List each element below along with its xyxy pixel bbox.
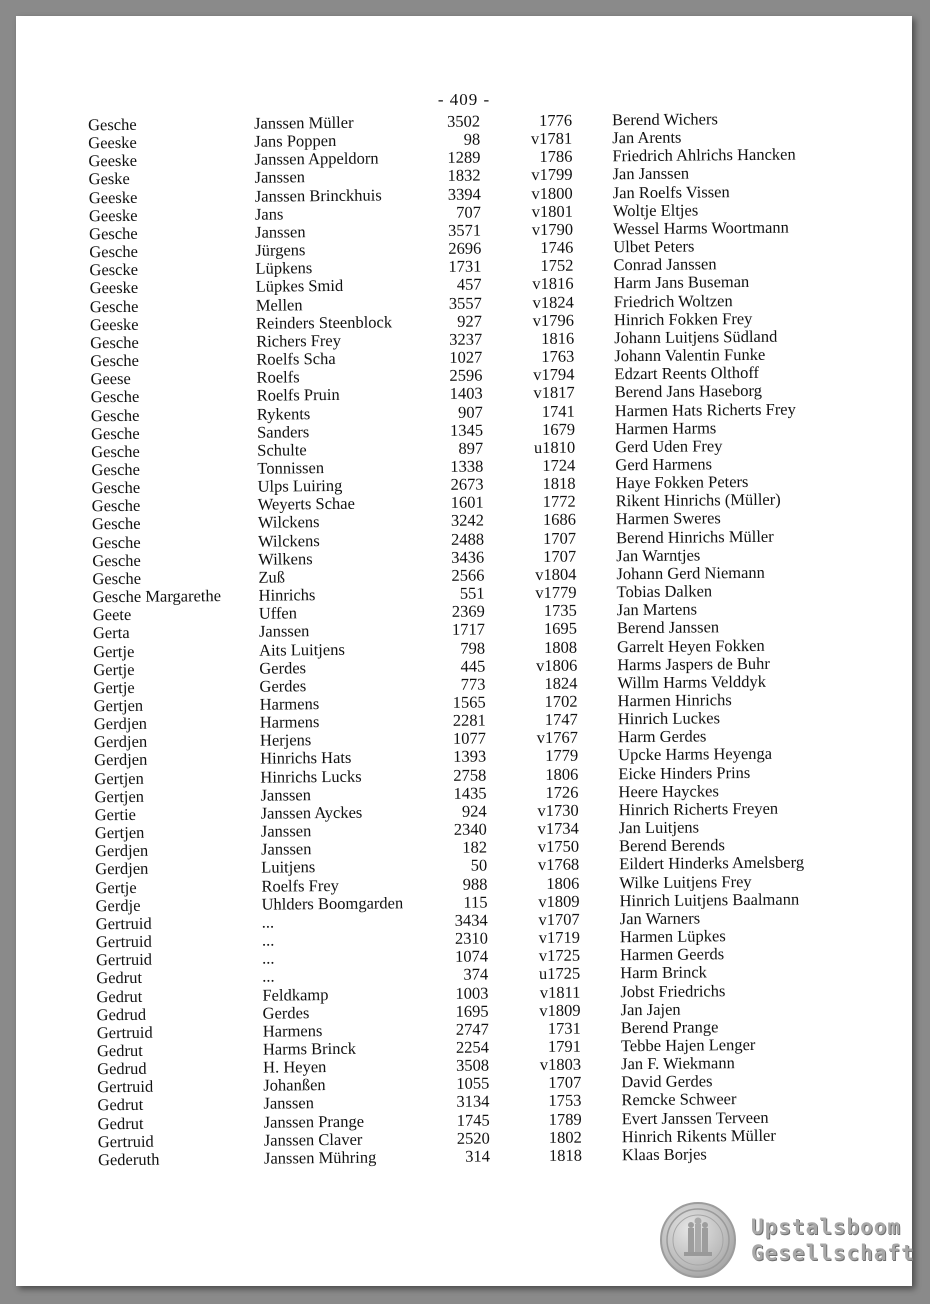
year-cell: 1802 xyxy=(548,1127,582,1147)
year-cell: v1790 xyxy=(531,219,574,239)
year-cell: 1772 xyxy=(542,491,576,512)
register-table xyxy=(16,108,922,1170)
number-cell: 2747 xyxy=(455,1019,489,1039)
first-name-cell: Gedrut xyxy=(96,986,143,1006)
surname-cell: Zuß xyxy=(258,567,286,587)
year-cell: u1810 xyxy=(533,437,576,457)
partner-cell: Harmen Hats Richerts Frey xyxy=(614,399,796,420)
first-name-cell: Gedrut xyxy=(97,1113,144,1133)
year-cell: 1753 xyxy=(548,1091,582,1111)
first-name-cell: Geeske xyxy=(88,151,138,171)
year-cell: v1730 xyxy=(537,800,579,820)
partner-cell: Woltje Eltjes xyxy=(612,200,699,221)
first-name-cell: Gesche xyxy=(92,568,142,589)
number-cell: 1832 xyxy=(447,166,481,186)
surname-cell: Janssen Prange xyxy=(263,1111,365,1132)
first-name-cell: Gesche xyxy=(91,441,140,462)
partner-cell: Hinrich Rikents Müller xyxy=(621,1125,776,1146)
surname-cell: Luitjens xyxy=(261,857,316,878)
surname-cell: Wilckens xyxy=(257,512,320,533)
year-cell: u1725 xyxy=(538,963,581,984)
number-cell: 2281 xyxy=(452,710,486,730)
first-name-cell: Gesche xyxy=(91,459,141,480)
first-name-cell: Gesche xyxy=(87,114,137,135)
partner-cell: Harmen Sweres xyxy=(615,508,721,529)
surname-cell: Roelfs Frey xyxy=(261,875,339,896)
surname-cell: Aits Luitjens xyxy=(259,639,345,660)
page-number: - 409 - xyxy=(437,90,491,109)
surname-cell: Wilckens xyxy=(257,530,320,551)
partner-cell: Tebbe Hajen Lenger xyxy=(620,1034,756,1056)
partner-cell: Wessel Harms Woortmann xyxy=(613,217,789,239)
year-cell: 1752 xyxy=(540,255,574,276)
number-cell: 2696 xyxy=(448,238,482,258)
first-name-cell: Gerta xyxy=(92,623,130,643)
number-cell: 924 xyxy=(461,801,487,821)
partner-cell: Heere Hayckes xyxy=(618,781,719,802)
partner-cell: Remcke Schweer xyxy=(621,1089,737,1110)
year-cell: 1735 xyxy=(543,600,577,621)
year-cell: v1809 xyxy=(538,891,580,911)
year-cell: 1816 xyxy=(541,328,575,348)
first-name-cell: Gertje xyxy=(93,677,135,698)
surname-cell: Harmens xyxy=(259,694,320,714)
partner-cell: Johann Valentin Funke xyxy=(614,344,766,366)
surname-cell: Roelfs Scha xyxy=(256,348,336,369)
number-cell: 1403 xyxy=(449,383,483,404)
surname-cell: ... xyxy=(261,930,275,950)
partner-cell: Ulbet Peters xyxy=(613,236,695,257)
partner-cell: Jobst Friedrichs xyxy=(620,980,726,1001)
surname-cell: Weyerts Schae xyxy=(257,494,355,514)
partner-cell: David Gerdes xyxy=(621,1071,713,1092)
surname-cell: H. Heyen xyxy=(263,1057,327,1077)
surname-cell: Janssen Brinckhuis xyxy=(254,185,382,206)
first-name-cell: Geeske xyxy=(89,314,139,335)
first-name-cell: Gerdjen xyxy=(94,750,148,770)
year-cell: 1679 xyxy=(541,419,576,439)
number-cell: 182 xyxy=(462,837,488,857)
partner-cell: Hinrich Richerts Freyen xyxy=(618,798,779,820)
partner-cell: Berend Janssen xyxy=(616,617,720,638)
number-cell: 1695 xyxy=(455,1001,489,1021)
surname-cell: Janssen Müller xyxy=(253,112,354,133)
surname-cell: Janssen Ayckes xyxy=(260,802,363,823)
partner-cell: Eicke Hinders Prins xyxy=(618,762,751,783)
number-cell: 3394 xyxy=(447,184,481,204)
number-cell: 1074 xyxy=(454,946,489,967)
surname-cell: Harmens xyxy=(259,712,320,732)
partner-cell: Jan Luitjens xyxy=(618,817,700,838)
number-cell: 1345 xyxy=(449,420,484,440)
number-cell: 314 xyxy=(465,1146,491,1166)
partner-cell: Berend Prange xyxy=(620,1017,719,1038)
year-cell: 1741 xyxy=(541,401,575,421)
year-cell: v1806 xyxy=(535,655,578,675)
surname-cell: Lüpkes Smid xyxy=(255,276,344,297)
surname-cell: Feldkamp xyxy=(262,984,329,1005)
year-cell: 1731 xyxy=(547,1018,581,1038)
first-name-cell: Gescke xyxy=(89,260,139,280)
partner-cell: Harm Brinck xyxy=(620,962,707,983)
surname-cell: Janssen Appeldorn xyxy=(254,148,379,170)
partner-cell: Harmen Hinrichs xyxy=(617,690,732,711)
first-name-cell: Gesche xyxy=(91,532,141,552)
year-cell: v1779 xyxy=(535,582,577,603)
partner-cell: Harmen Geerds xyxy=(619,944,725,965)
first-name-cell: Gesche xyxy=(91,477,141,498)
partner-cell: Jan Janssen xyxy=(612,164,690,184)
number-cell: 897 xyxy=(458,438,484,458)
first-name-cell: Gertjen xyxy=(94,786,145,807)
surname-cell: Wilkens xyxy=(258,548,313,569)
surname-cell: Hinrichs Hats xyxy=(260,748,352,769)
number-cell: 1289 xyxy=(447,147,481,168)
partner-cell: Berend Berends xyxy=(618,835,725,856)
year-cell: 1702 xyxy=(544,691,578,711)
first-name-cell: Geeske xyxy=(88,187,138,207)
surname-cell: Janssen xyxy=(260,821,312,841)
year-cell: 1763 xyxy=(541,346,575,366)
year-cell: v1734 xyxy=(537,818,579,839)
partner-cell: Jan F. Wiekmann xyxy=(621,1053,735,1074)
first-name-cell: Gertie xyxy=(94,804,137,825)
partner-cell: Klaas Borjes xyxy=(621,1144,707,1165)
number-cell: 1003 xyxy=(455,983,489,1003)
partner-cell: Tobias Dalken xyxy=(616,581,713,602)
number-cell: 3557 xyxy=(448,293,482,313)
first-name-cell: Geese xyxy=(90,369,131,389)
number-cell: 2310 xyxy=(454,928,488,948)
surname-cell: Gerdes xyxy=(259,676,307,696)
partner-cell: Berend Wichers xyxy=(611,109,718,130)
partner-cell: Friedrich Woltzen xyxy=(613,290,733,311)
number-cell: 445 xyxy=(460,656,486,676)
first-name-cell: Gesche xyxy=(92,550,141,571)
year-cell: 1726 xyxy=(545,782,579,802)
first-name-cell: Gerdjen xyxy=(94,841,149,861)
surname-cell: Rykents xyxy=(256,403,311,424)
number-cell: 2488 xyxy=(450,529,485,549)
surname-cell: Jürgens xyxy=(255,240,306,260)
number-cell: 3502 xyxy=(446,111,481,131)
number-cell: 2673 xyxy=(450,474,484,494)
partner-cell: Jan Martens xyxy=(616,599,698,620)
number-cell: 1435 xyxy=(453,783,487,803)
number-cell: 927 xyxy=(457,311,483,331)
logo-title: Upstalsboom xyxy=(751,1215,902,1239)
surname-cell: Hinrichs xyxy=(258,585,316,605)
first-name-cell: Gertruid xyxy=(96,949,153,970)
partner-cell: Jan Jajen xyxy=(620,999,681,1019)
partner-cell: Upcke Harms Heyenga xyxy=(618,744,773,765)
surname-cell: Uffen xyxy=(258,603,298,623)
year-cell: 1779 xyxy=(545,746,579,766)
partner-cell: Jan Warntjes xyxy=(616,545,701,566)
number-cell: 3134 xyxy=(456,1091,490,1112)
year-cell: 1746 xyxy=(540,237,574,258)
number-cell: 2596 xyxy=(449,365,483,386)
year-cell: 1806 xyxy=(546,873,580,893)
year-cell: v1794 xyxy=(533,364,575,385)
number-cell: 2566 xyxy=(451,565,485,585)
first-name-cell: Gertjen xyxy=(94,768,144,788)
year-cell: v1781 xyxy=(530,128,573,149)
surname-cell: Mellen xyxy=(255,294,303,315)
year-cell: v1750 xyxy=(537,836,580,857)
first-name-cell: Gerdje xyxy=(95,895,141,915)
partner-cell: Edzart Reents Olthoff xyxy=(614,363,760,384)
year-cell: 1747 xyxy=(544,709,578,730)
number-cell: 3436 xyxy=(451,547,485,567)
first-name-cell: Gedrud xyxy=(96,1004,147,1024)
surname-cell: Janssen Mühring xyxy=(263,1147,377,1168)
surname-cell: ... xyxy=(261,912,275,932)
number-cell: 50 xyxy=(470,855,488,876)
year-cell: 1707 xyxy=(542,528,577,548)
number-cell: 1731 xyxy=(448,256,482,277)
partner-cell: Harms Jaspers de Buhr xyxy=(617,653,770,674)
surname-cell: Jans xyxy=(254,204,284,224)
partner-cell: Harmen Lüpkes xyxy=(619,926,726,947)
partner-cell: Evert Janssen Terveen xyxy=(621,1107,769,1128)
number-cell: 98 xyxy=(463,129,481,149)
number-cell: 3571 xyxy=(448,220,482,240)
surname-cell: Gerdes xyxy=(262,1002,310,1023)
number-cell: 3237 xyxy=(449,329,483,349)
surname-cell: Hinrichs Lucks xyxy=(260,766,362,787)
number-cell: 2254 xyxy=(455,1037,490,1057)
surname-cell: Roelfs xyxy=(256,367,300,387)
first-name-cell: Gerdjen xyxy=(93,713,148,734)
first-name-cell: Gesche xyxy=(91,514,141,534)
partner-cell: Johann Gerd Niemann xyxy=(616,562,765,584)
number-cell: 1338 xyxy=(450,456,484,476)
first-name-cell: Geeske xyxy=(88,132,137,153)
surname-cell: ... xyxy=(262,966,275,987)
number-cell: 3434 xyxy=(454,910,488,930)
first-name-cell: Gesche Margarethe xyxy=(92,586,222,607)
partner-cell: Wilke Luitjens Frey xyxy=(619,871,752,892)
surname-cell: Janssen xyxy=(258,621,310,642)
surname-cell: Janssen xyxy=(260,784,312,805)
number-cell: 1745 xyxy=(456,1110,490,1130)
year-cell: v1800 xyxy=(531,183,573,203)
partner-cell: Willm Harms Velddyk xyxy=(617,671,766,693)
surname-cell: Herjens xyxy=(259,730,312,750)
number-cell: 2758 xyxy=(453,765,487,785)
year-cell: v1767 xyxy=(536,727,579,748)
partner-cell: Friedrich Ahlrichs Hancken xyxy=(612,144,796,166)
year-cell: 1695 xyxy=(543,619,578,639)
year-cell: 1707 xyxy=(543,546,577,566)
number-cell: 3242 xyxy=(450,510,484,531)
year-cell: 1686 xyxy=(542,510,576,530)
year-cell: 1808 xyxy=(544,637,578,657)
number-cell: 2520 xyxy=(456,1128,490,1148)
first-name-cell: Gedrut xyxy=(96,968,143,988)
year-cell: 1724 xyxy=(542,455,576,475)
surname-cell: Janssen xyxy=(254,167,306,188)
surname-cell: Janssen xyxy=(263,1093,314,1114)
first-name-cell: Gertjen xyxy=(94,822,145,843)
society-seal-icon xyxy=(660,1202,736,1278)
year-cell: 1818 xyxy=(542,473,576,494)
year-cell: v1811 xyxy=(539,982,581,1002)
number-cell: 988 xyxy=(462,874,488,894)
year-cell: v1803 xyxy=(539,1054,582,1075)
surname-cell: Harmens xyxy=(262,1020,323,1041)
number-cell: 773 xyxy=(460,674,486,694)
partner-cell: Rikent Hinrichs (Müller) xyxy=(615,489,781,511)
surname-cell: Janssen xyxy=(260,839,312,859)
first-name-cell: Gesche xyxy=(90,423,140,443)
first-name-cell: Gertruid xyxy=(97,1077,154,1097)
surname-cell: Sanders xyxy=(256,421,310,442)
partner-cell: Berend Hinrichs Müller xyxy=(615,526,774,547)
year-cell: 1707 xyxy=(548,1072,582,1093)
number-cell: 1055 xyxy=(456,1073,490,1094)
surname-cell: Ulps Luiring xyxy=(257,476,343,496)
surname-cell: Harms Brinck xyxy=(262,1038,357,1059)
year-cell: 1789 xyxy=(548,1109,582,1129)
partner-cell: Eildert Hinderks Amelsberg xyxy=(619,852,805,874)
first-name-cell: Gerdjen xyxy=(93,732,148,752)
year-cell: v1804 xyxy=(535,564,577,584)
partner-cell: Berend Jans Haseborg xyxy=(614,381,763,402)
first-name-cell: Gesche xyxy=(91,496,141,516)
first-name-cell: Gesche xyxy=(90,405,140,425)
partner-cell: Harm Jans Buseman xyxy=(613,272,750,293)
first-name-cell: Gesche xyxy=(90,387,140,407)
number-cell: 707 xyxy=(456,202,482,222)
partner-cell: Johann Luitjens Südland xyxy=(614,326,778,348)
first-name-cell: Gesche xyxy=(89,241,138,262)
first-name-cell: Gesche xyxy=(90,350,139,371)
partner-cell: Hinrich Fokken Frey xyxy=(613,308,753,329)
number-cell: 551 xyxy=(459,583,485,603)
surname-cell: Janssen Claver xyxy=(263,1129,363,1150)
year-cell: v1707 xyxy=(538,909,580,929)
number-cell: 457 xyxy=(456,274,482,295)
number-cell: 1077 xyxy=(452,728,487,749)
number-cell: 3508 xyxy=(456,1055,490,1075)
year-cell: v1768 xyxy=(537,855,580,875)
partner-cell: Harmen Harms xyxy=(614,417,717,438)
surname-cell: Gerdes xyxy=(259,657,307,678)
year-cell: v1816 xyxy=(532,274,574,294)
surname-cell: Johanßen xyxy=(263,1075,326,1095)
first-name-cell: Geete xyxy=(92,605,132,625)
surname-cell: Roelfs Pruin xyxy=(256,385,340,406)
first-name-cell: Gertruid xyxy=(95,913,152,934)
partner-cell: Hinrich Luckes xyxy=(617,708,721,729)
first-name-cell: Gesche xyxy=(90,332,139,353)
year-cell: v1725 xyxy=(538,945,581,966)
surname-cell: Reinders Steenblock xyxy=(255,312,393,333)
document-page xyxy=(16,16,915,1286)
number-cell: 115 xyxy=(463,892,488,912)
year-cell: v1796 xyxy=(532,310,575,330)
first-name-cell: Gertje xyxy=(95,877,137,897)
surname-cell: Tonnissen xyxy=(257,458,325,478)
year-cell: v1719 xyxy=(538,927,580,948)
partner-cell: Conrad Janssen xyxy=(613,254,717,275)
first-name-cell: Gertje xyxy=(93,641,135,661)
first-name-cell: Geeske xyxy=(89,278,139,298)
year-cell: v1799 xyxy=(531,165,573,185)
partner-cell: Jan Arents xyxy=(612,127,682,148)
surname-cell: Jans Poppen xyxy=(254,131,337,151)
first-name-cell: Gesche xyxy=(89,296,139,316)
year-cell: v1817 xyxy=(533,382,575,403)
first-name-cell: Gesche xyxy=(89,223,138,244)
number-cell: 1027 xyxy=(449,347,483,367)
surname-cell: Uhlders Boomgarden xyxy=(261,893,404,914)
number-cell: 2340 xyxy=(453,819,487,839)
first-name-cell: Gertruid xyxy=(96,1022,153,1043)
year-cell: v1809 xyxy=(539,1000,581,1020)
year-cell: 1818 xyxy=(548,1145,583,1165)
partner-cell: Hinrich Luitjens Baalmann xyxy=(619,889,800,910)
number-cell: 798 xyxy=(460,638,486,658)
first-name-cell: Gedrud xyxy=(97,1058,147,1079)
year-cell: 1786 xyxy=(539,146,573,167)
partner-cell: Jan Warners xyxy=(619,908,701,929)
year-cell: v1824 xyxy=(532,292,574,312)
first-name-cell: Gerdjen xyxy=(95,859,149,879)
partner-cell: Garrelt Heyen Fokken xyxy=(617,635,765,656)
year-cell: 1791 xyxy=(547,1036,582,1056)
partner-cell: Gerd Harmens xyxy=(615,454,713,475)
year-cell: 1824 xyxy=(544,673,578,693)
number-cell: 907 xyxy=(458,402,483,422)
surname-cell: Janssen xyxy=(255,222,306,242)
first-name-cell: Gedrut xyxy=(97,1095,144,1115)
surname-cell: Lüpkens xyxy=(255,258,313,278)
first-name-cell: Geeske xyxy=(88,205,138,226)
year-cell: v1801 xyxy=(531,201,574,221)
first-name-cell: Gertruid xyxy=(97,1131,154,1152)
number-cell: 1393 xyxy=(453,746,487,767)
partner-cell: Gerd Uden Frey xyxy=(615,436,723,457)
first-name-cell: Gertje xyxy=(93,659,135,679)
number-cell: 1565 xyxy=(452,692,486,712)
surname-cell: Schulte xyxy=(257,440,307,460)
first-name-cell: Gertjen xyxy=(93,695,144,716)
number-cell: 1717 xyxy=(451,619,486,640)
partner-cell: Jan Roelfs Vissen xyxy=(612,181,730,202)
number-cell: 2369 xyxy=(451,601,485,622)
year-cell: 1776 xyxy=(538,110,573,130)
first-name-cell: Gedrut xyxy=(96,1040,143,1061)
partner-cell: Haye Fokken Peters xyxy=(615,472,749,493)
number-cell: 374 xyxy=(463,964,489,985)
year-cell: 1806 xyxy=(545,764,579,784)
first-name-cell: Gederuth xyxy=(97,1149,160,1170)
partner-cell: Harm Gerdes xyxy=(617,726,707,747)
number-cell: 1601 xyxy=(450,492,484,513)
surname-cell: ... xyxy=(261,948,275,968)
first-name-cell: Geske xyxy=(88,169,130,189)
first-name-cell: Gertruid xyxy=(95,931,152,952)
logo-subtitle: Gesellschaft xyxy=(751,1241,915,1265)
surname-cell: Richers Frey xyxy=(256,330,342,351)
